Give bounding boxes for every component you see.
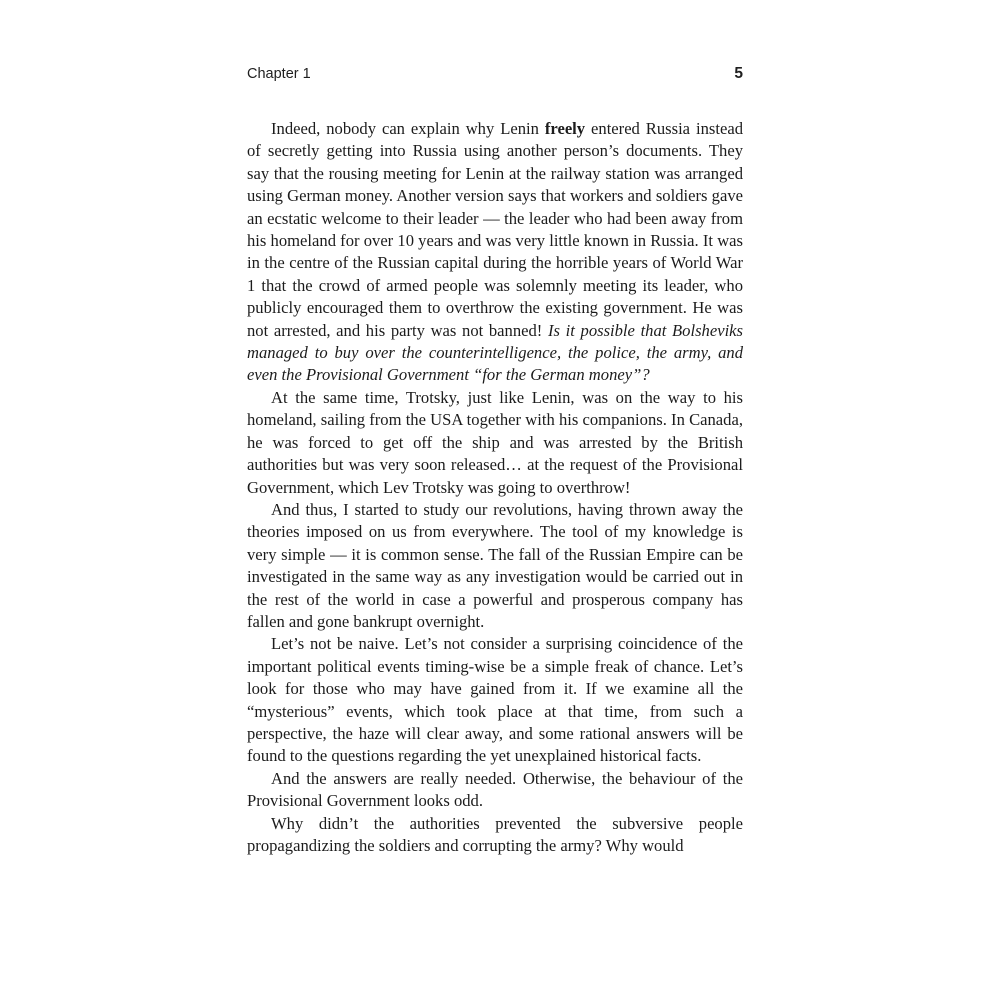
- text-run: And the answers are really needed. Otherwise, the behaviour of the Provisional Government looks odd.: [247, 768, 743, 811]
- page-number: 5: [734, 65, 743, 82]
- paragraph: [247, 768, 743, 813]
- chapter-running-head: Chapter 1: [247, 66, 311, 82]
- text-run: entered Russia instead of secretly getting into Russia using another person’s documents. They say that the rousing meeting for Lenin at the railway station was arranged using German money. Another version says that workers and soldiers gave an ecstatic welcome to their leader — the leader who had been away from his homeland for over 10 years and was very little known in Russia. It was in the centre of the Russian capital during the horrible years of World War 1 that the crowd of armed people was solemnly meeting its leader, who publicly encouraged them to overthrow the existing government. He was not arrested, and his party was not banned!: [247, 119, 743, 340]
- paragraph: [247, 387, 743, 499]
- text-run: And thus, I started to study our revolutions, having thrown away the theories imposed on us from everywhere. The tool of my knowledge is very simple — it is common sense. The fall of the Russian Empire can be investigated in the same way as any investigation would be carried out in the rest of the world in case a powerful and prosperous company has fallen and gone bankrupt overnight.: [247, 499, 743, 631]
- emphasis-bold: freely: [544, 119, 586, 138]
- text-run: Why didn’t the authorities prevented the subversive people propagandizing the soldiers and corrupting the army? Why would: [247, 813, 743, 855]
- paragraph: [247, 499, 743, 633]
- page-header: [247, 64, 743, 88]
- text-run: Let’s not be naive. Let’s not consider a surprising coincidence of the important political events timing-wise be a simple freak of chance. Let’s look for those who may have gained from it. If we examine all the “mysterious” events, which took place at that time, from such a perspective, the haze will clear away, and some rational answers will be found to the questions regarding the yet unexplained historical facts.: [247, 634, 743, 766]
- text-run: Indeed, nobody can explain why Lenin: [271, 119, 545, 138]
- paragraph: [247, 633, 743, 767]
- emphasis-italic: Is it possible that Bolsheviks managed to buy over the counterintelligence, the police, the army, and even the Provisional Government “for the German money”?: [247, 320, 743, 385]
- paragraph: [247, 118, 743, 387]
- body-text: [247, 118, 743, 857]
- text-run: At the same time, Trotsky, just like Lenin, was on the way to his homeland, sailing from the USA together with his companions. In Canada, he was forced to get off the ship and was arrested by the British authorities but was very soon released… at the request of the Provisional Government, which Lev Trotsky was going to overthrow!: [247, 387, 743, 497]
- paragraph: [247, 813, 743, 858]
